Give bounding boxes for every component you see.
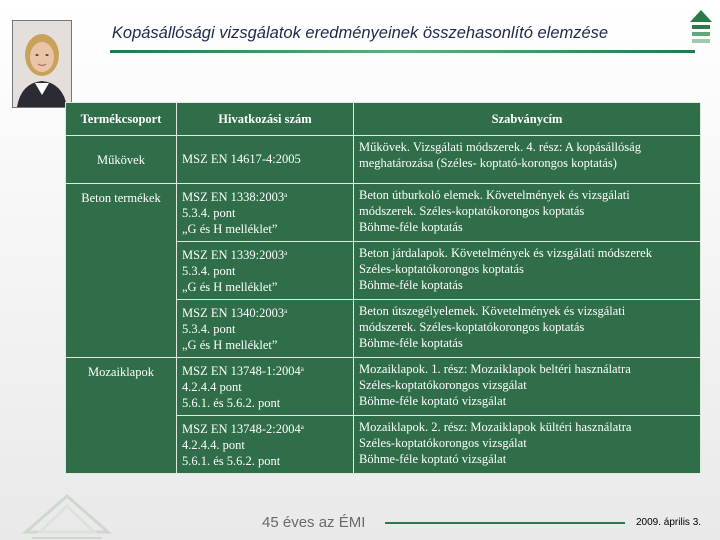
- reference-number: MSZ EN 1339:2003: [182, 248, 285, 262]
- footnote-marker: a: [284, 249, 288, 257]
- standard-line: Böhme-féle koptató vizsgálat: [359, 452, 507, 466]
- reference-line: 5.3.4. pont: [182, 264, 236, 278]
- reference-line: [182, 245, 348, 263]
- standard-title-cell: [354, 416, 701, 474]
- standard-title-cell: [354, 136, 701, 184]
- footer-anniversary: 45 éves az ÉMI: [262, 514, 366, 531]
- standard-line: módszerek. Széles-koptatókorongos koptatás: [359, 320, 585, 334]
- reference-cell: [177, 300, 354, 358]
- standard-line: Böhme-féle koptatás: [359, 336, 463, 350]
- emi-logo-icon: [688, 8, 714, 48]
- table-row: [66, 358, 701, 416]
- standard-title-cell: [354, 242, 701, 300]
- reference-line: 5.6.1. és 5.6.2. pont: [182, 454, 281, 468]
- standard-line: Mozaiklapok. 2. rész: Mozaiklapok kültéri használatra: [359, 420, 632, 434]
- standard-line: Böhme-féle koptató vizsgálat: [359, 394, 507, 408]
- reference-line: 5.6.1. és 5.6.2. pont: [182, 396, 281, 410]
- column-header-reference-number: Hivatkozási szám: [177, 103, 354, 136]
- footnote-marker: a: [300, 365, 304, 373]
- standard-line: Széles-koptatókorongos vizsgálat: [359, 378, 527, 392]
- reference-number: MSZ EN 1338:2003: [182, 190, 285, 204]
- footnote-marker: a: [300, 423, 304, 431]
- reference-line: „G és H melléklet”: [182, 338, 278, 352]
- standard-title-cell: [354, 184, 701, 242]
- reference-line: „G és H melléklet”: [182, 280, 278, 294]
- reference-line: 4.2.4.4 pont: [182, 380, 242, 394]
- reference-line: 4.2.4.4. pont: [182, 438, 245, 452]
- table-row: [66, 184, 701, 242]
- title-underline: [110, 50, 695, 53]
- reference-cell: [177, 416, 354, 474]
- footnote-marker: a: [284, 191, 288, 199]
- page-title: Kopásállósági vizsgálatok eredményeinek összehasonlító elemzése: [111, 24, 609, 42]
- standard-line: Beton járdalapok. Követelmények és vizsgálati módszerek: [359, 246, 652, 260]
- reference-line: 5.3.4. pont: [182, 322, 236, 336]
- reference-line: MSZ EN 14617-4:2005: [182, 152, 301, 166]
- reference-cell: [177, 358, 354, 416]
- standard-line: Műkövek. Vizsgálati módszerek. 4. rész: A kopásállóság: [359, 140, 641, 154]
- standard-line: Böhme-féle koptatás: [359, 278, 463, 292]
- footnote-marker: a: [284, 307, 288, 315]
- standard-line: Mozaiklapok. 1. rész: Mozaiklapok beltéri használatra: [359, 362, 631, 376]
- reference-line: „G és H melléklet”: [182, 222, 278, 236]
- product-group-cell: Mozaiklapok: [66, 358, 177, 474]
- standard-line: módszerek. Széles-koptatókorongos koptatás: [359, 204, 585, 218]
- reference-cell: [177, 184, 354, 242]
- reference-line: 5.3.4. pont: [182, 206, 236, 220]
- standards-table: [65, 102, 701, 474]
- standard-line: meghatározása (Széles- koptató-korongos koptatás): [359, 156, 617, 170]
- reference-cell: [177, 136, 354, 184]
- standard-line: Beton útburkoló elemek. Követelmények és vizsgálati: [359, 188, 630, 202]
- reference-line: [182, 419, 348, 437]
- footer-date: 2009. április 3.: [636, 517, 702, 528]
- reference-cell: [177, 242, 354, 300]
- reference-number: MSZ EN 13748-1:2004: [182, 364, 301, 378]
- reference-line: [182, 303, 348, 321]
- standard-line: Beton útszegélyelemek. Követelmények és vizsgálati: [359, 304, 626, 318]
- reference-number: MSZ EN 13748-2:2004: [182, 422, 301, 436]
- standard-line: Széles-koptatókorongos vizsgálat: [359, 436, 527, 450]
- standard-line: Böhme-féle koptatás: [359, 220, 463, 234]
- standard-title-cell: [354, 358, 701, 416]
- column-header-product-group: Termékcsoport: [66, 103, 177, 136]
- table-row: [66, 136, 701, 184]
- standard-line: Széles-koptatókorongos koptatás: [359, 262, 524, 276]
- footer-divider: [385, 522, 625, 524]
- product-group-cell: Beton termékek: [66, 184, 177, 358]
- column-header-standard-title: Szabványcím: [354, 103, 701, 136]
- table-header-row: [66, 103, 701, 136]
- reference-line: [182, 361, 348, 379]
- reference-number: MSZ EN 1340:2003: [182, 306, 285, 320]
- reference-line: [182, 187, 348, 205]
- product-group-cell: Műkövek: [66, 136, 177, 184]
- standard-title-cell: [354, 300, 701, 358]
